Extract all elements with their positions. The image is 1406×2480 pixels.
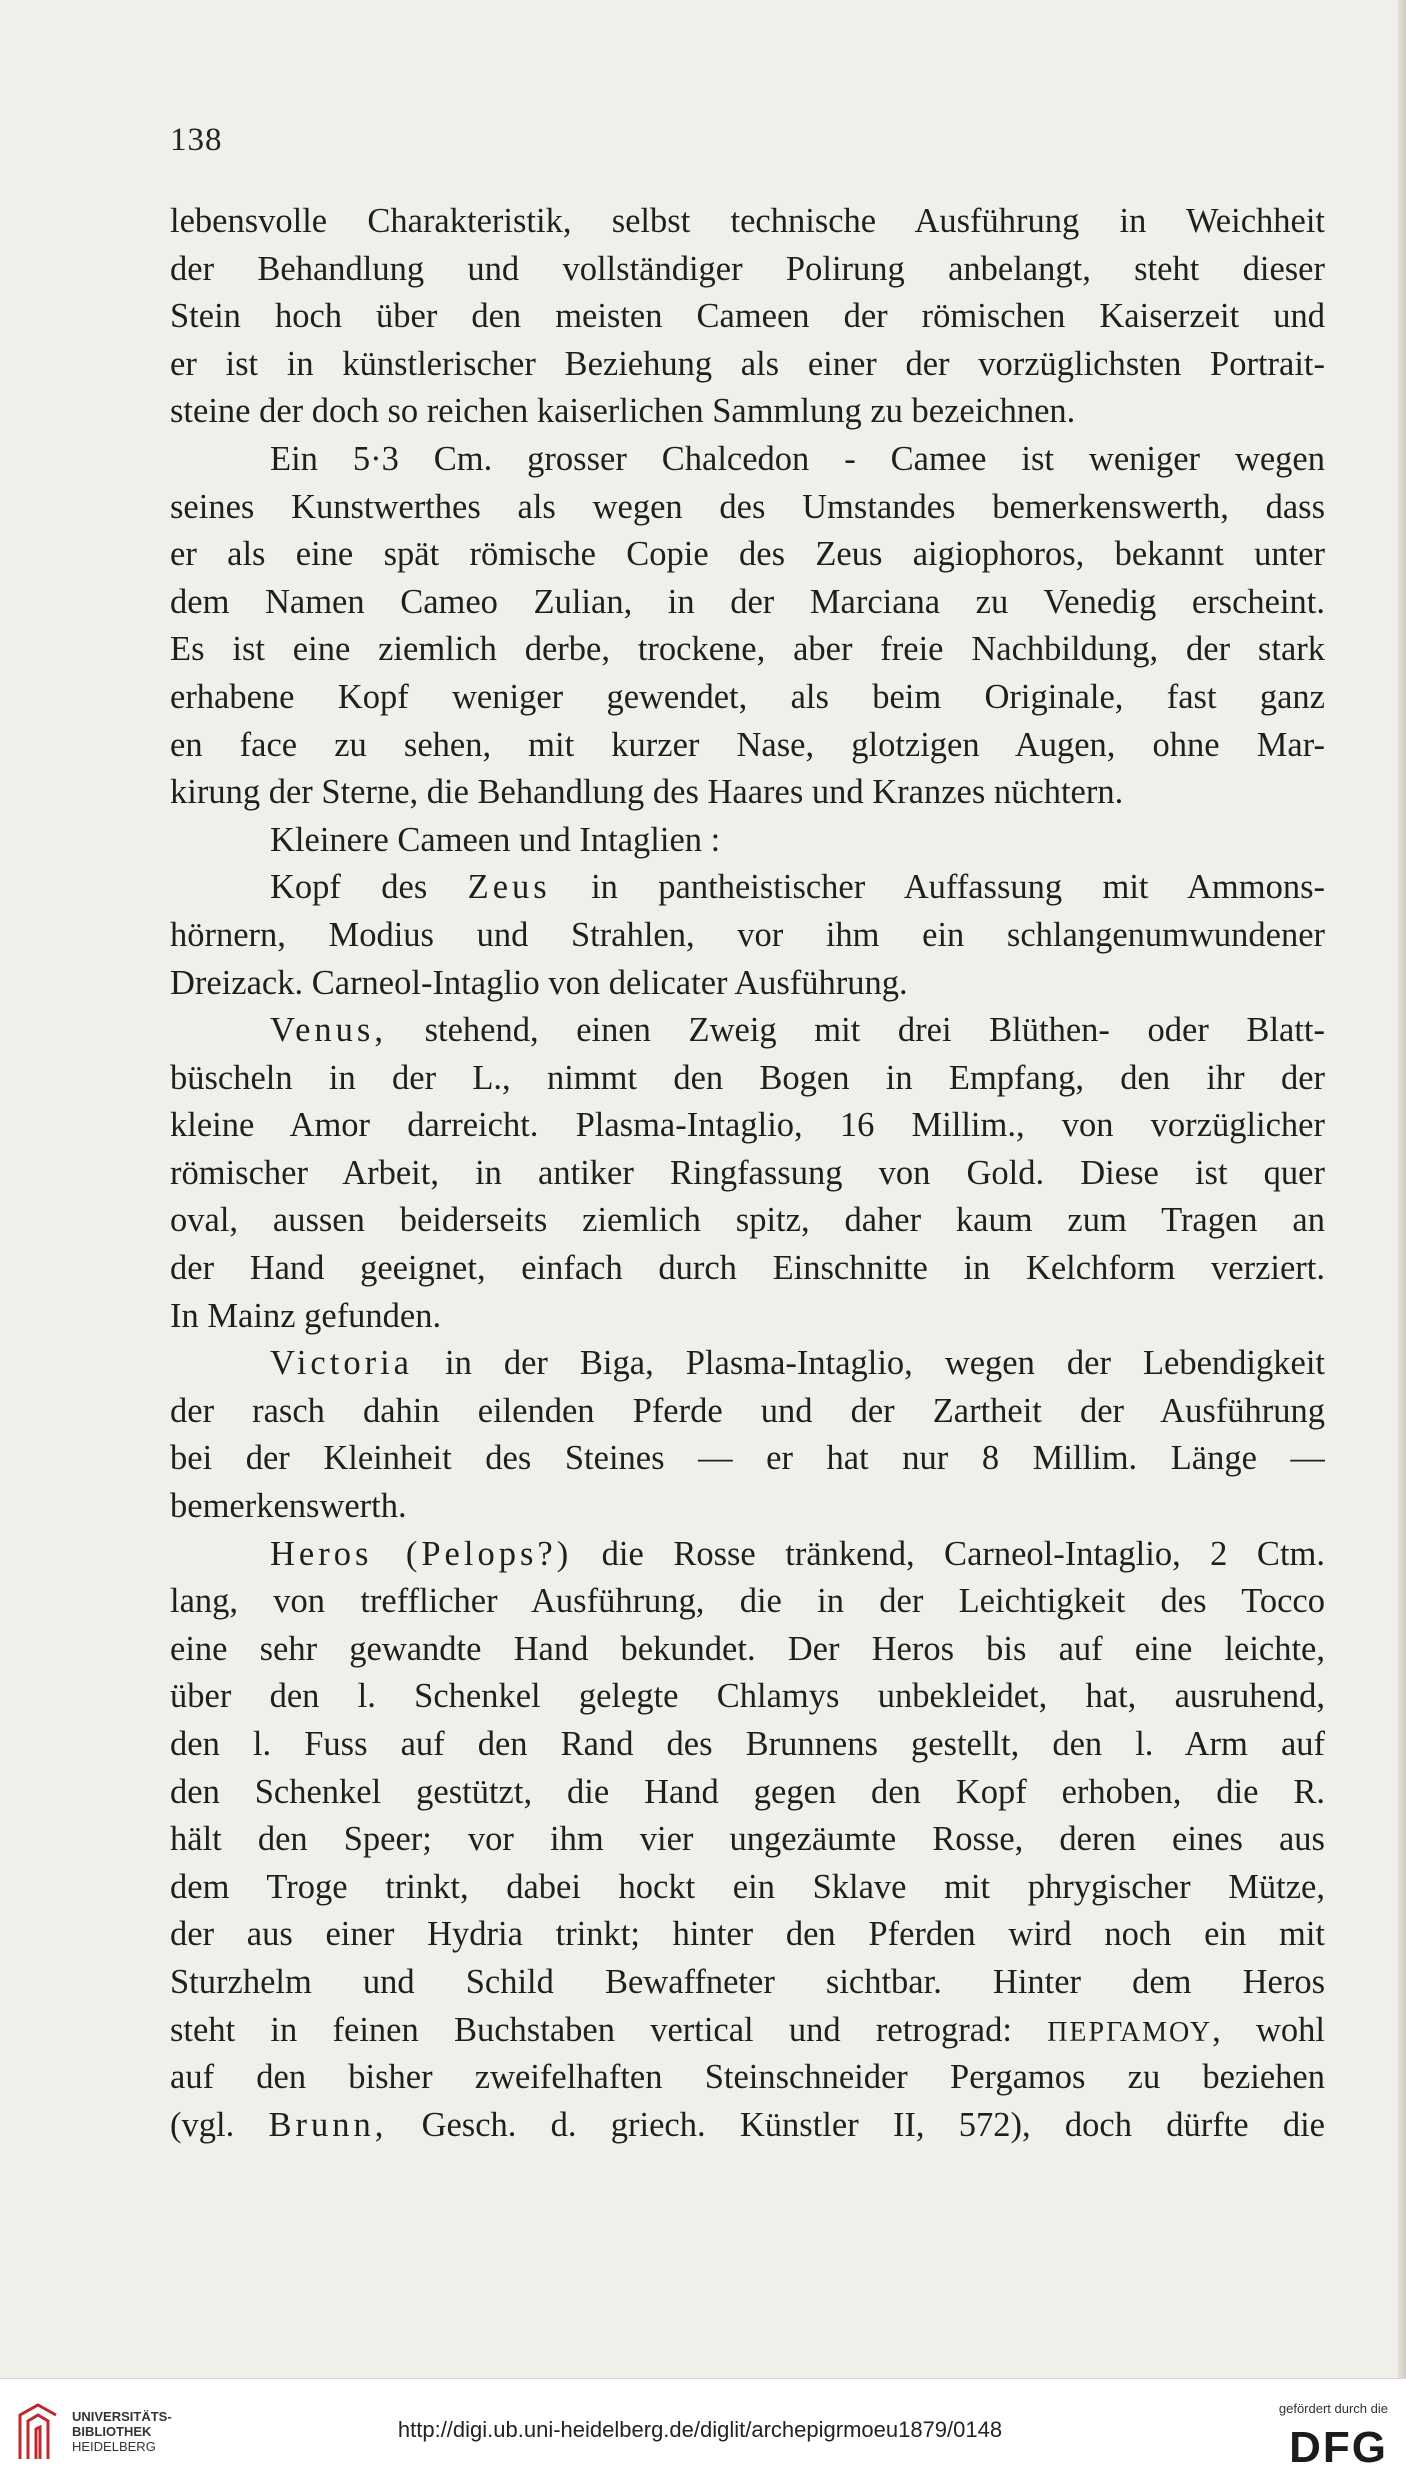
- text-line: [170, 2102, 1325, 2150]
- text-line: [170, 1102, 1325, 1150]
- text-segment: die Rosse tränkend, Carneol-Intaglio, 2 Ctm.: [572, 1534, 1325, 1573]
- text-segment: bei der Kleinheit des Steines — er hat nur 8 Millim. Länge —: [170, 1439, 1325, 1478]
- text-line: [170, 1150, 1325, 1198]
- text-segment: er ist in künstlerischer Beziehung als einer der vorzüglichsten Portrait-: [170, 344, 1325, 383]
- text-segment: hörnern, Modius und Strahlen, vor ihm ein schlangenumwundener: [170, 915, 1325, 954]
- text-line: [170, 388, 1325, 436]
- text-line: [170, 960, 1325, 1008]
- text-line: [170, 436, 1325, 484]
- text-line: [170, 1816, 1325, 1864]
- text-line: [170, 1197, 1325, 1245]
- text-line: [170, 579, 1325, 627]
- text-line: [170, 484, 1325, 532]
- text-line: [170, 1388, 1325, 1436]
- text-line: [170, 1864, 1325, 1912]
- text-segment: lebensvolle Charakteristik, selbst technische Ausführung in Weichheit: [170, 202, 1325, 240]
- text-segment: Es ist eine ziemlich derbe, trockene, aber freie Nachbildung, der stark: [170, 630, 1325, 669]
- text-segment: Stein hoch über den meisten Cameen der römischen Kaiserzeit und: [170, 297, 1325, 336]
- funding-note: gefördert durch die: [1278, 2401, 1388, 2416]
- text-line: [170, 1769, 1325, 1817]
- text-segment: über den l. Schenkel gelegte Chlamys unbekleidet, hat, ausruhend,: [170, 1677, 1325, 1716]
- text-line: [170, 1007, 1325, 1055]
- text-line: [170, 2007, 1325, 2055]
- text-segment: steht in feinen Buchstaben vertical und retrograd:: [170, 2010, 1048, 2049]
- text-segment: römischer Arbeit, in antiker Ringfassung von Gold. Diese ist quer: [170, 1153, 1325, 1192]
- text-segment: hält den Speer; vor ihm vier ungezäumte Rosse, deren eines aus: [170, 1820, 1325, 1859]
- emphasized-name: Victoria: [270, 1344, 413, 1383]
- text-segment: den Schenkel gestützt, die Hand gegen den Kopf erhoben, die R.: [170, 1772, 1325, 1811]
- footer-bar: [0, 2378, 1406, 2480]
- text-line: [170, 1531, 1325, 1579]
- text-segment: Kopf des: [270, 868, 468, 907]
- text-segment: Gesch. d. griech. Künstler II, 572), doch dürfte die: [387, 2105, 1325, 2144]
- text-segment: in pantheistischer Auffassung mit Ammons-: [550, 868, 1325, 907]
- text-segment: seines Kunstwerthes als wegen des Umstandes bemerkenswerth, dass: [170, 487, 1325, 526]
- text-line: [170, 1483, 1325, 1531]
- text-line: [170, 1245, 1325, 1293]
- text-segment: den l. Fuss auf den Rand des Brunnens gestellt, den l. Arm auf: [170, 1725, 1325, 1763]
- text-segment: en face zu sehen, mit kurzer Nase, glotzigen Augen, ohne Mar-: [170, 725, 1325, 764]
- text-segment: in der Biga, Plasma-Intaglio, wegen der Lebendigkeit: [412, 1344, 1325, 1383]
- text-segment: kirung der Sterne, die Behandlung des Haares und Kranzes nüchtern.: [170, 773, 1124, 812]
- emphasized-name: Venus,: [270, 1011, 387, 1050]
- text-line: [170, 674, 1325, 722]
- text-line: [170, 198, 1325, 246]
- text-line: [170, 2054, 1325, 2102]
- text-line: [170, 722, 1325, 770]
- text-line: [170, 1911, 1325, 1959]
- text-line: [170, 1055, 1325, 1103]
- page-edge-shadow: [1398, 0, 1406, 2378]
- text-segment: stehend, einen Zweig mit drei Blüthen- oder Blatt-: [386, 1011, 1325, 1050]
- text-line: [170, 1578, 1325, 1626]
- greek-inscription: ΠΕΡΓΑΜΟΥ: [1047, 2016, 1213, 2048]
- library-name: [72, 2409, 172, 2454]
- text-segment: büscheln in der L., nimmt den Bogen in Empfang, den ihr der: [170, 1058, 1325, 1097]
- text-line: [170, 1293, 1325, 1341]
- text-segment: dem Troge trinkt, dabei hockt ein Sklave mit phrygischer Mütze,: [170, 1867, 1325, 1906]
- text-segment: Dreizack. Carneol-Intaglio von delicater Ausführung.: [170, 963, 908, 1002]
- source-url-link[interactable]: http://digi.ub.uni-heidelberg.de/diglit/archepigrmoeu1879/0148: [397, 2417, 1003, 2442]
- text-segment: er als eine spät römische Copie des Zeus aigiophoros, bekannt unter: [170, 535, 1325, 574]
- text-line: [170, 531, 1325, 579]
- library-name-line: BIBLIOTHEK: [72, 2424, 152, 2439]
- body-text: [170, 198, 1325, 2149]
- page-number: 138: [170, 122, 223, 158]
- text-segment: Sturzhelm und Schild Bewaffneter sichtbar. Hinter dem Heros: [170, 1962, 1325, 2001]
- emphasized-name: Zeus: [467, 868, 551, 907]
- university-library-logo-icon: [14, 2401, 62, 2461]
- text-segment: bemerkenswerth.: [170, 1487, 407, 1526]
- text-line: [170, 1340, 1325, 1388]
- text-segment: erhabene Kopf weniger gewendet, als beim Originale, fast ganz: [170, 677, 1325, 716]
- text-line: [170, 1959, 1325, 2007]
- library-name-line: HEIDELBERG: [72, 2439, 156, 2454]
- text-line: [170, 912, 1325, 960]
- text-segment: kleine Amor darreicht. Plasma-Intaglio, 16 Millim., von vorzüglicher: [170, 1106, 1325, 1145]
- text-line: [170, 817, 1325, 865]
- text-segment: der aus einer Hydria trinkt; hinter den Pferden wird noch ein mit: [170, 1915, 1325, 1954]
- text-segment: der Behandlung und vollständiger Polirung anbelangt, steht dieser: [170, 249, 1325, 288]
- text-segment: Ein 5·3 Cm. grosser Chalcedon - Camee ist weniger wegen: [270, 439, 1325, 478]
- text-segment: auf den bisher zweifelhaften Steinschneider Pergamos zu beziehen: [170, 2058, 1325, 2097]
- library-name-line: UNIVERSITÄTS-: [72, 2409, 172, 2424]
- emphasized-name: Brunn,: [268, 2105, 388, 2144]
- text-line: [170, 1721, 1325, 1769]
- text-line: [170, 341, 1325, 389]
- text-segment: oval, aussen beiderseits ziemlich spitz, daher kaum zum Tragen an: [170, 1201, 1325, 1240]
- text-line: [170, 626, 1325, 674]
- text-segment: eine sehr gewandte Hand bekundet. Der Heros bis auf eine leichte,: [170, 1629, 1325, 1668]
- text-line: [170, 293, 1325, 341]
- text-segment: dem Namen Cameo Zulian, in der Marciana zu Venedig erscheint.: [170, 582, 1325, 621]
- text-segment: Kleinere Cameen und Intaglien :: [270, 820, 721, 859]
- emphasized-name: Heros (Pelops?): [270, 1534, 573, 1573]
- text-line: [170, 769, 1325, 817]
- text-line: [170, 864, 1325, 912]
- text-segment: der rasch dahin eilenden Pferde und der Zartheit der Ausführung: [170, 1391, 1325, 1430]
- text-segment: (vgl.: [170, 2105, 269, 2144]
- text-line: [170, 1626, 1325, 1674]
- text-segment: steine der doch so reichen kaiserlichen Sammlung zu bezeichnen.: [170, 392, 1076, 431]
- text-segment: , wohl: [1212, 2010, 1325, 2049]
- text-segment: In Mainz gefunden.: [170, 1296, 442, 1335]
- text-line: [170, 246, 1325, 294]
- text-segment: lang, von trefflicher Ausführung, die in der Leichtigkeit des Tocco: [170, 1582, 1325, 1621]
- text-segment: der Hand geeignet, einfach durch Einschnitte in Kelchform verziert.: [170, 1249, 1325, 1288]
- text-line: [170, 1673, 1325, 1721]
- dfg-logo: DFG: [1289, 2423, 1388, 2472]
- text-line: [170, 1435, 1325, 1483]
